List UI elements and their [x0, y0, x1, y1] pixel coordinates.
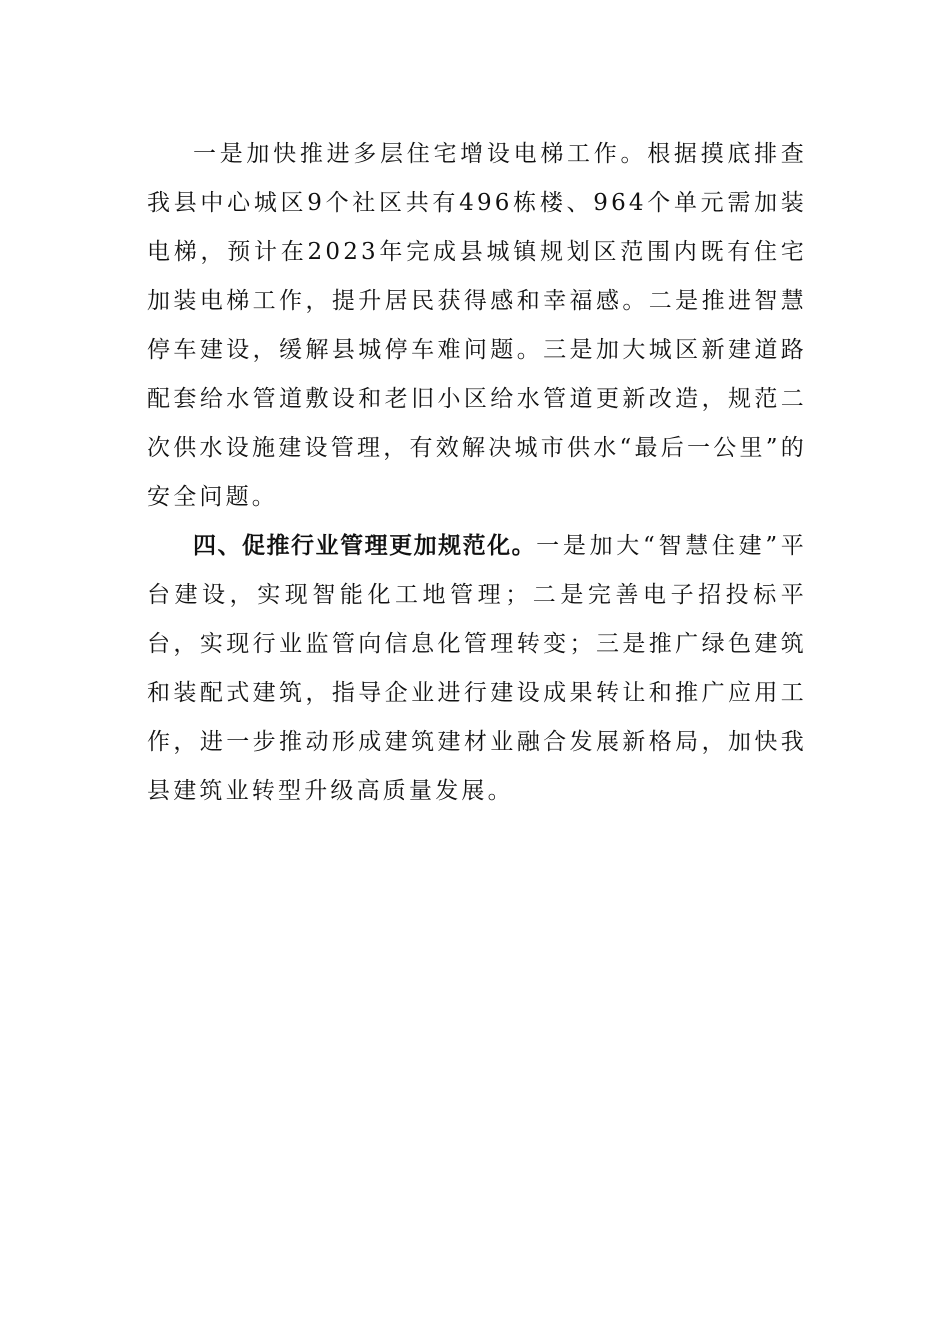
document-body — [147, 130, 807, 816]
paragraph-text: 一是加大“智慧住建”平台建设，实现智能化工地管理；二是完善电子招投标平台，实现行业监管向信息化管理转变；三是推广绿色建筑和装配式建筑，指导企业进行建设成果转让和推广应用工作，进一步推动形成建筑建材业融合发展新格局，加快我县建筑业转型升级高质量发展。 — [147, 533, 808, 804]
section-heading: 四、促推行业管理更加规范化。 — [193, 533, 537, 559]
paragraph-industry-management — [147, 522, 807, 816]
paragraph-elevators-parking-water — [147, 130, 807, 522]
paragraph-text: 一是加快推进多层住宅增设电梯工作。根据摸底排查我县中心城区9个社区共有496栋楼、964个单元需加装电梯，预计在2023年完成县城镇规划区范围内既有住宅加装电梯工作，提升居民获得感和幸福感。二是推进智慧停车建设，缓解县城停车难问题。三是加大城区新建道路配套给水管道敷设和老旧小区给水管道更新改造，规范二次供水设施建设管理，有效解决城市供水“最后一公里”的安全问题。 — [147, 141, 807, 510]
